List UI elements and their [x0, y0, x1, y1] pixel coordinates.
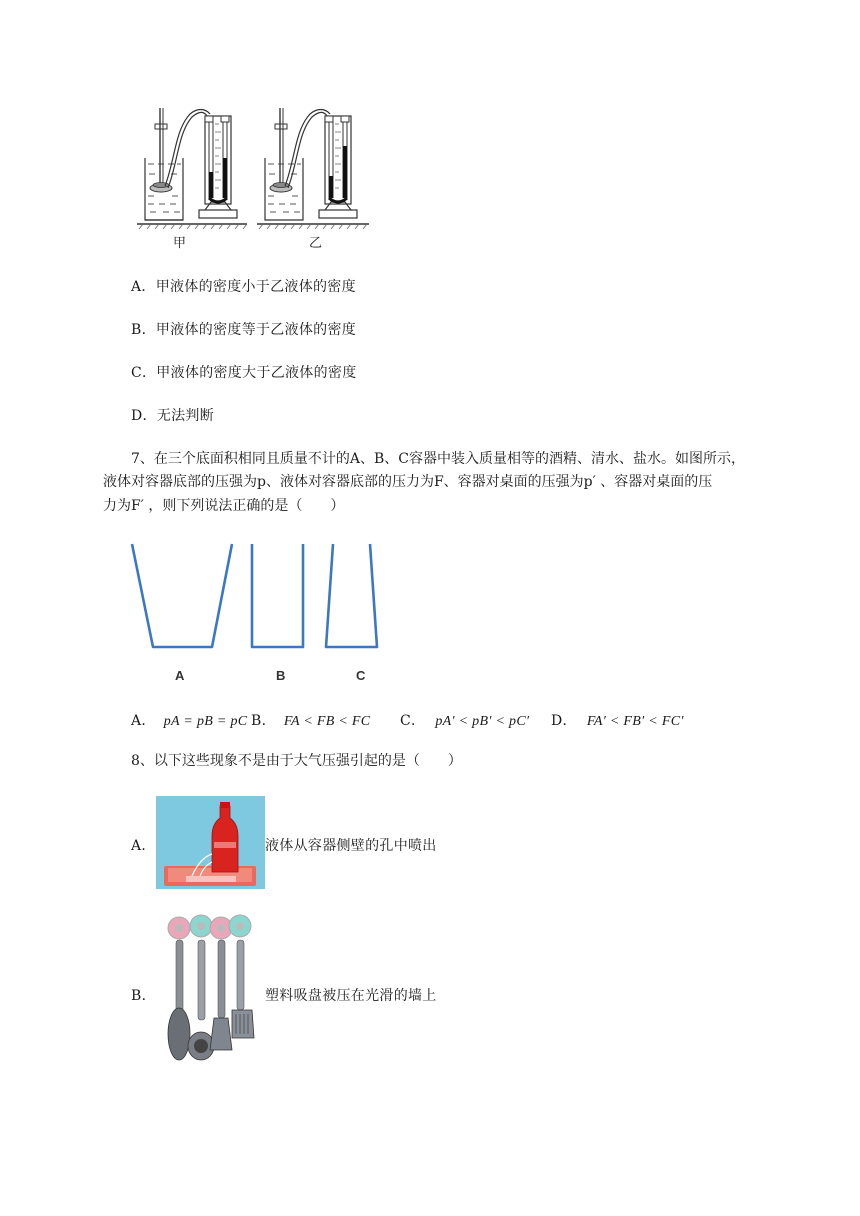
q8-stem: 8、以下这些现象不是由于大气压强引起的是（ ） [131, 753, 462, 769]
q8-option-b-letter: B． [131, 988, 156, 1004]
q6-option-c[interactable]: C．甲液体的密度大于乙液体的密度 [131, 365, 357, 381]
q7-option-b[interactable] [251, 710, 370, 730]
q7-stem-line-3: 力为F′ ，则下列说法正确的是（ ） [103, 498, 345, 514]
q7-option-a-expr: pA = pB = pC [163, 714, 248, 729]
q7-option-c-letter: C． [400, 713, 426, 729]
q6-option-a[interactable]: A．甲液体的密度小于乙液体的密度 [131, 279, 356, 295]
container-label-a: A [175, 668, 185, 683]
q6-option-b[interactable]: B．甲液体的密度等于乙液体的密度 [131, 322, 357, 338]
q7-option-a-letter: A． [131, 713, 156, 729]
q8-option-a-letter: A． [131, 838, 156, 854]
manometer-jia [137, 108, 247, 229]
q7-option-b-letter: B． [251, 713, 276, 729]
container-c-shape [326, 544, 377, 647]
q7-option-b-expr: FA < FB < FC [283, 714, 371, 729]
q7-option-d-expr: FA′ < FB′ < FC′ [586, 714, 684, 729]
container-label-c: C [356, 668, 366, 683]
q7-option-c-expr: pA′ < pB′ < pC′ [435, 714, 530, 729]
q8-option-a-text[interactable]: 液体从容器侧壁的孔中喷出 [265, 838, 437, 854]
container-a-shape [132, 544, 232, 647]
q7-option-a[interactable] [131, 710, 247, 730]
bottle-jet-photo[interactable] [156, 796, 265, 889]
q7-option-c[interactable] [400, 710, 529, 730]
manometer-figure [135, 100, 375, 230]
q7-stem-line-2: 液体对容器底部的压强为p、液体对容器底部的压力为F、容器对桌面的压强为p′ 、容器对桌面的压 [103, 474, 713, 490]
container-label-b: B [276, 668, 286, 683]
containers-figure [125, 540, 385, 655]
suction-hooks-photo[interactable] [160, 910, 260, 1065]
q7-option-d-letter: D． [551, 713, 577, 729]
fig-label-jia: 甲 [173, 236, 187, 251]
q6-option-d[interactable]: D．无法判断 [131, 408, 215, 424]
q8-option-b-text[interactable]: 塑料吸盘被压在光滑的墙上 [265, 988, 437, 1004]
q7-stem-line-1: 7、在三个底面积相同且质量不计的A、B、C容器中装入质量相等的酒精、清水、盐水。如图所示， [131, 451, 746, 467]
q7-option-d[interactable] [551, 710, 684, 730]
fig-label-yi: 乙 [309, 236, 323, 251]
manometer-yi [257, 108, 369, 229]
container-b-shape [252, 544, 303, 647]
